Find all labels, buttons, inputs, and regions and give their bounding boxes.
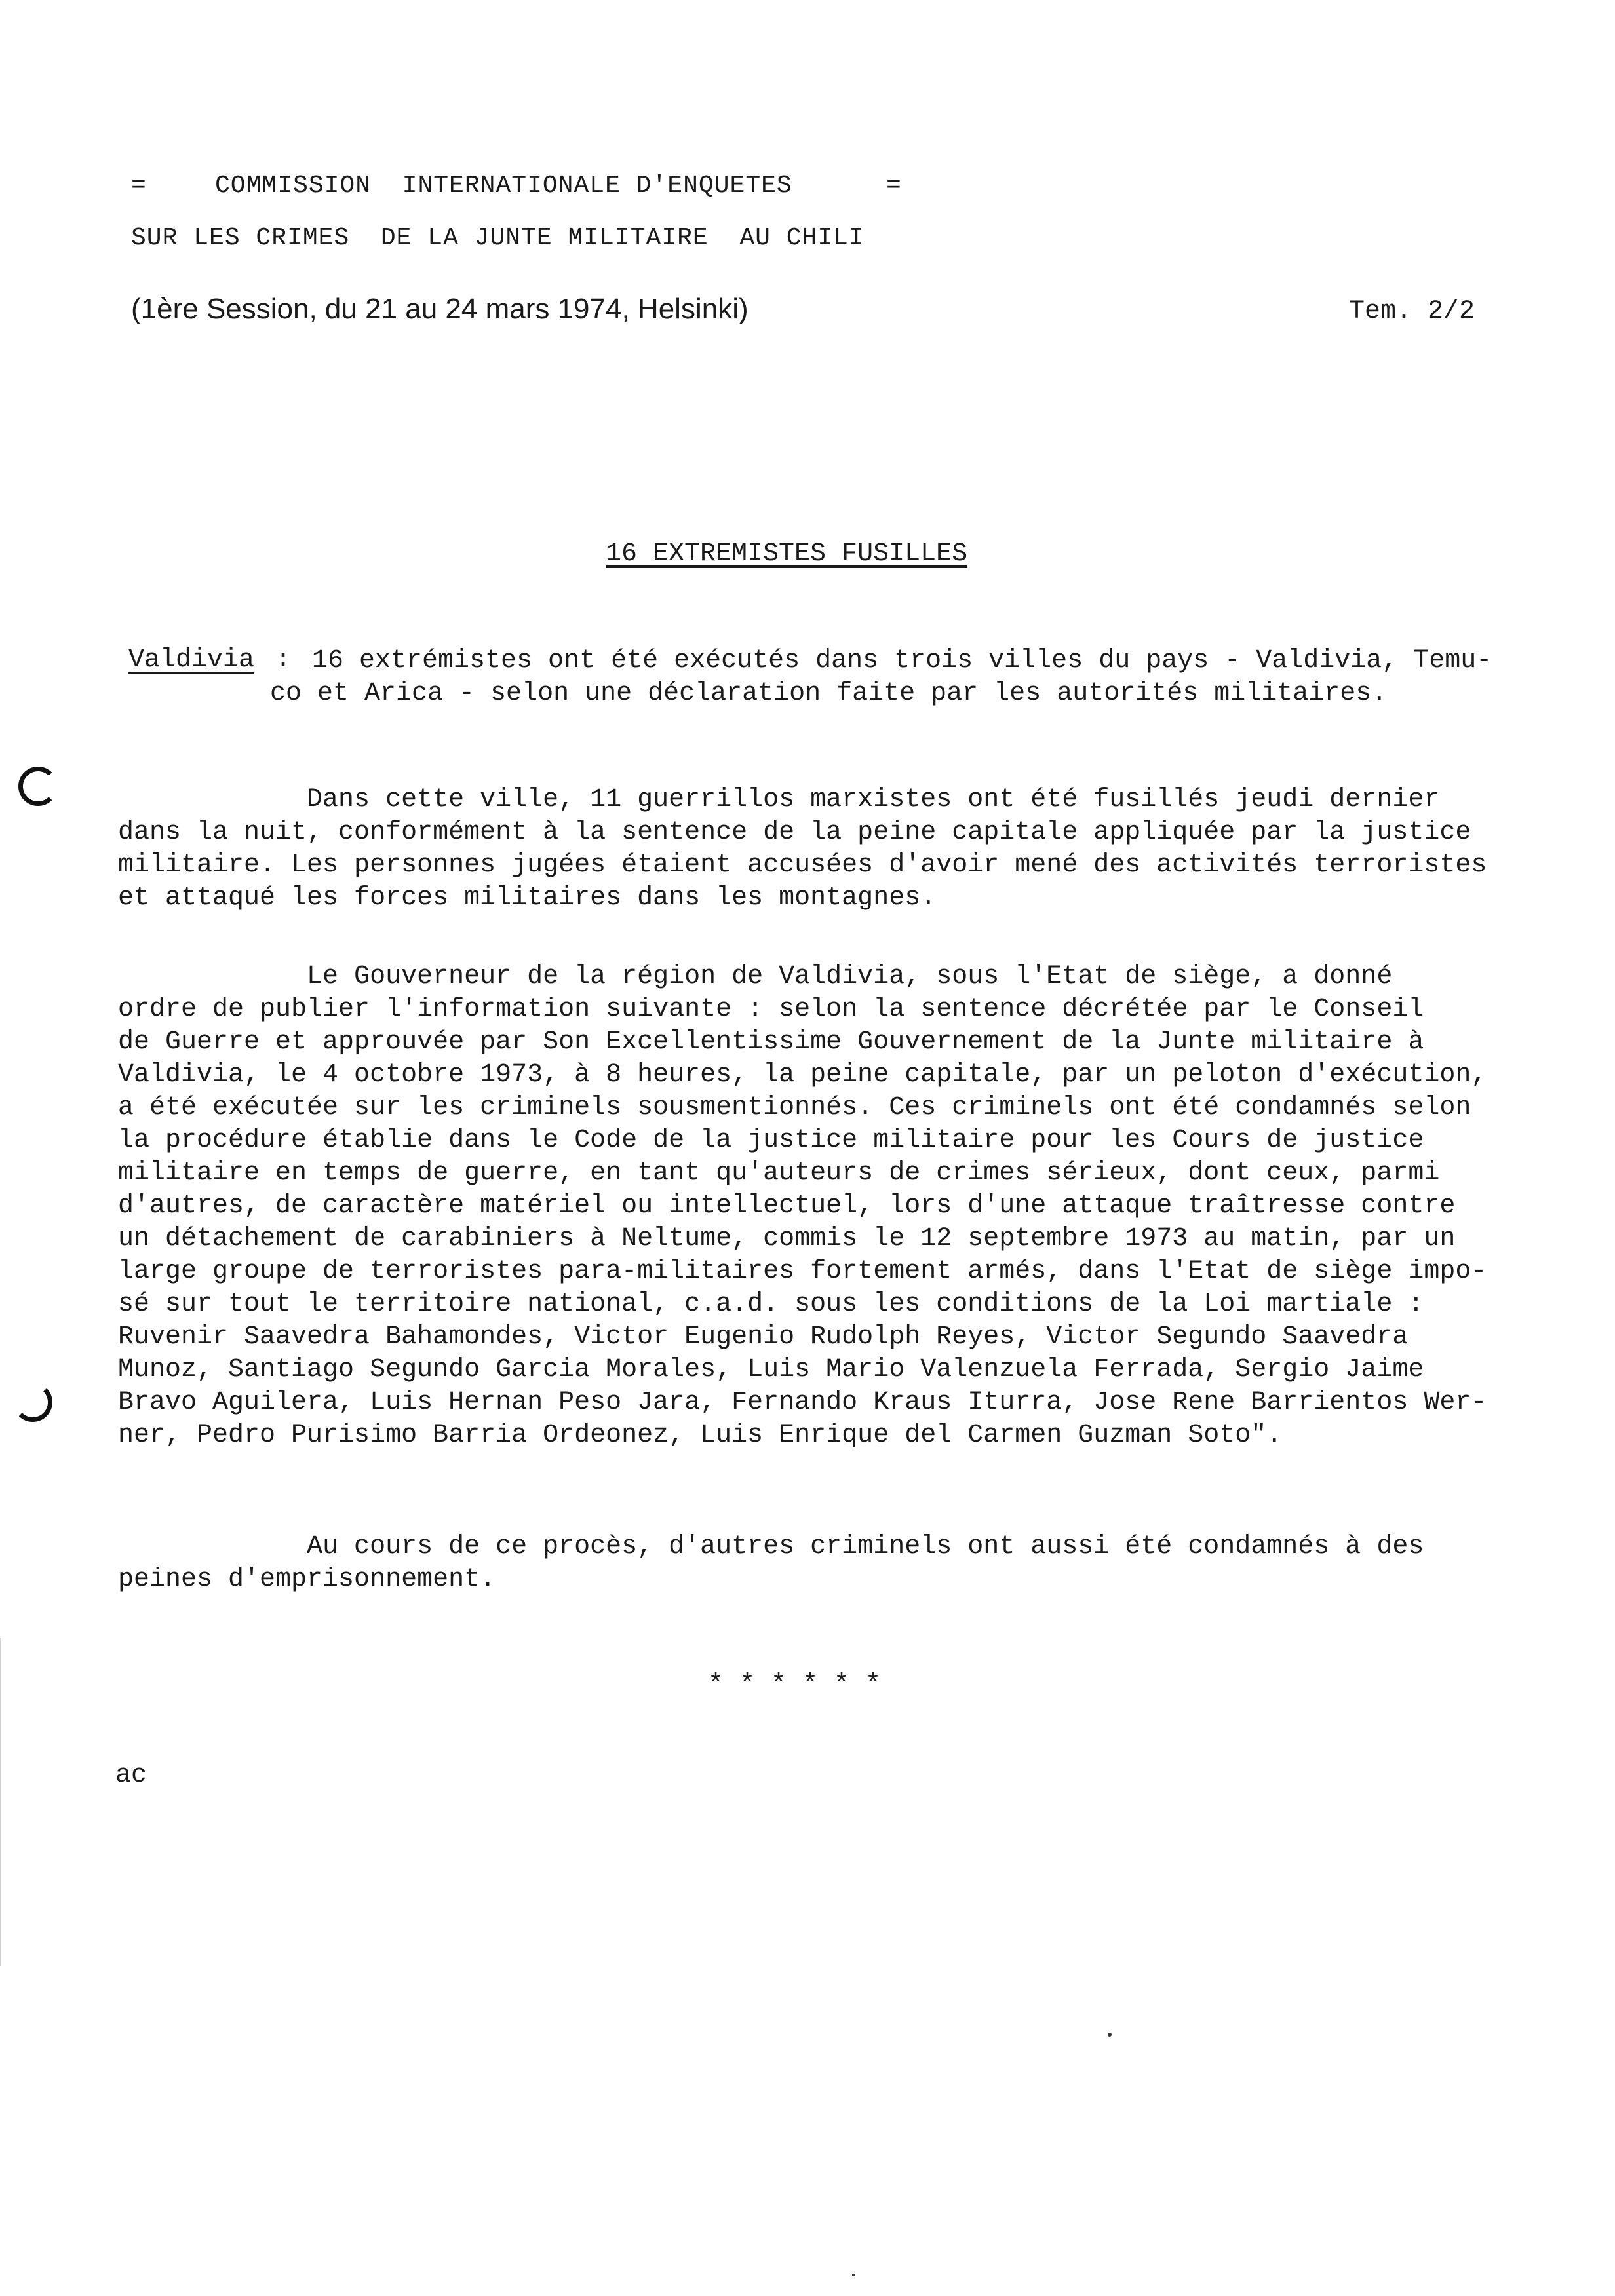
paragraph-line: Au cours de ce procès, d'autres criminels ont aussi été condamnés à des (118, 1532, 1424, 1561)
typist-initials: ac (115, 1761, 147, 1790)
scan-speck (852, 2274, 855, 2276)
section-separator: * * * * * * (708, 1670, 882, 1700)
binder-hole-mark (13, 1383, 52, 1422)
session-info: (1ère Session, du 21 au 24 mars 1974, Helsinki) (131, 293, 749, 325)
header-equals-right: = (886, 172, 902, 200)
paragraph-line: un détachement de carabiniers à Neltume, commis le 12 septembre 1973 au matin, par un (118, 1224, 1456, 1253)
paragraph-line: peines d'emprisonnement. (118, 1565, 496, 1594)
paragraph-line: large groupe de terroristes para-militaires fortement armés, dans l'Etat de siège impo- (118, 1257, 1487, 1286)
lead-line: co et Arica - selon une déclaration faite par les autorités militaires. (270, 679, 1388, 708)
paragraph-line: de Guerre et approuvée par Son Excellentissime Gouvernement de la Junte militaire à (118, 1027, 1424, 1057)
dateline: Valdivia (128, 645, 255, 675)
lead-paragraph (270, 645, 1492, 710)
body-paragraph-2 (118, 961, 1487, 1452)
header-equals-left: = (131, 172, 147, 200)
commission-subtitle: SUR LES CRIMES DE LA JUNTE MILITAIRE AU CHILI (131, 224, 865, 252)
scan-speck (1108, 2033, 1112, 2037)
article-title: 16 EXTREMISTES FUSILLES (606, 539, 968, 569)
paragraph-line: la procédure établie dans le Code de la justice militaire pour les Cours de justice (118, 1126, 1424, 1155)
paragraph-line: dans la nuit, conformément à la sentence de la peine capitale appliquée par la justice (118, 818, 1471, 847)
commission-title: COMMISSION INTERNATIONALE D'ENQUETES (215, 172, 792, 200)
paragraph-line: sé sur tout le territoire national, c.a.d. sous les conditions de la Loi martiale : (118, 1290, 1424, 1319)
document-reference: Tem. 2/2 (1349, 297, 1475, 326)
body-paragraph-3 (118, 1531, 1424, 1596)
paragraph-line: Valdivia, le 4 octobre 1973, à 8 heures, la peine capitale, par un peloton d'exécution, (118, 1060, 1487, 1090)
paragraph-line: Dans cette ville, 11 guerrillos marxistes ont été fusillés jeudi dernier (118, 785, 1440, 814)
body-paragraph-1 (118, 784, 1487, 915)
binder-hole-mark (18, 767, 58, 806)
paragraph-line: Munoz, Santiago Segundo Garcia Morales, Luis Mario Valenzuela Ferrada, Sergio Jaime (118, 1355, 1424, 1385)
paragraph-line: et attaqué les forces militaires dans les montagnes. (118, 883, 937, 913)
lead-line: 16 extrémistes ont été exécutés dans trois villes du pays - Valdivia, Temu- (312, 646, 1492, 676)
paragraph-line: Le Gouverneur de la région de Valdivia, sous l'Etat de siège, a donné (118, 962, 1393, 991)
paragraph-line: Bravo Aguilera, Luis Hernan Peso Jara, Fernando Kraus Iturra, Jose Rene Barrientos Wer- (118, 1388, 1487, 1417)
scan-edge (0, 1638, 1, 1966)
paragraph-line: Ruvenir Saavedra Bahamondes, Victor Eugenio Rudolph Reyes, Victor Segundo Saavedra (118, 1322, 1409, 1352)
paragraph-line: ner, Pedro Purisimo Barria Ordeonez, Luis Enrique del Carmen Guzman Soto". (118, 1421, 1283, 1450)
paragraph-line: a été exécutée sur les criminels sousmentionnés. Ces criminels ont été condamnés selon (118, 1093, 1471, 1122)
dateline-separator: : (275, 645, 292, 675)
paragraph-line: militaire. Les personnes jugées étaient accusées d'avoir mené des activités terroristes (118, 851, 1487, 880)
paragraph-line: militaire en temps de guerre, en tant qu'auteurs de crimes sérieux, dont ceux, parmi (118, 1158, 1440, 1188)
paragraph-line: d'autres, de caractère matériel ou intellectuel, lors d'une attaque traîtresse contre (118, 1191, 1456, 1221)
paragraph-line: ordre de publier l'information suivante : selon la sentence décrétée par le Conseil (118, 995, 1424, 1024)
